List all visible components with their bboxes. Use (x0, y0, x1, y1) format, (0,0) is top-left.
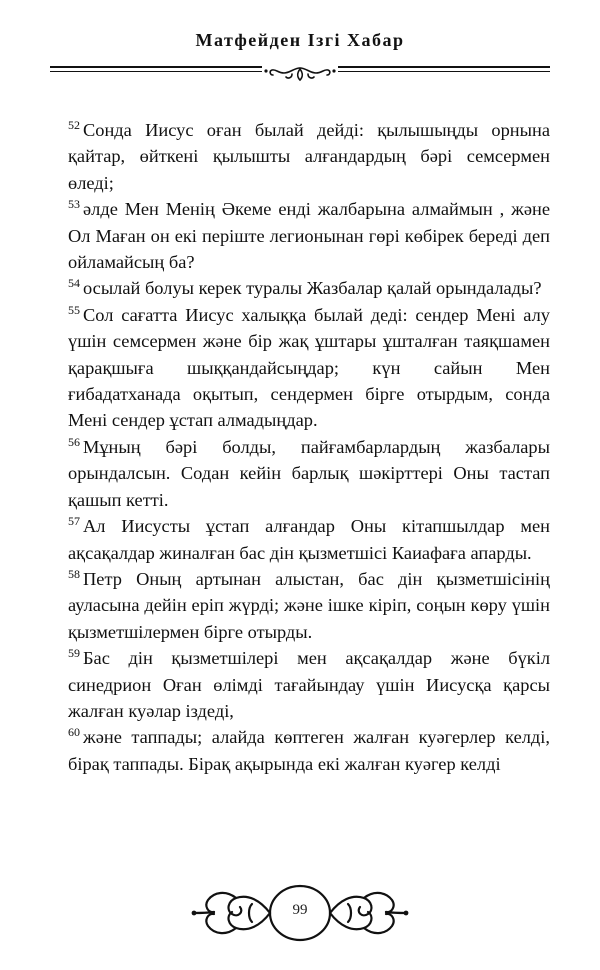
verse-52 (68, 117, 550, 196)
verse-text: Бас дін қызметшілері мен ақсақалдар және бүкіл синедрион Оған өлімді тағайындау үшін Иисусқа қарсы жалған куәлар іздеді, (68, 648, 550, 721)
running-title: Матфейден Ізгі Хабар (195, 30, 405, 50)
page-number: 99 (292, 902, 308, 918)
verse-text: осылай болуы керек туралы Жазбалар қалай орындалады? (83, 278, 542, 299)
verse-text: Сонда Иисус оған былай дейді: қылышыңды орнына қайтар, өйткені қылышты алғандардың бәрі семсермен өледі; (68, 120, 550, 193)
verse-text-body (68, 117, 550, 777)
verse-54 (68, 275, 550, 301)
verse-number: 54 (68, 276, 80, 291)
verse-text: Сол сағатта Иисус халыққа былай деді: сендер Мені алу үшін семсермен және бір жақ ұштары ұшталған таяқшамен қарақшыға шыққандайсыңдар; күн сайын Мен ғибадатханада оқытып, сендермен бірге отырдым, сонда Мені сендер ұстап алмадыңдар. (68, 304, 550, 431)
verse-59 (68, 645, 550, 724)
verse-number: 52 (68, 117, 80, 132)
verse-number: 60 (68, 725, 80, 740)
verse-57 (68, 513, 550, 566)
verse-60 (68, 724, 550, 777)
verse-number: 58 (68, 566, 80, 581)
verse-number: 59 (68, 646, 80, 660)
verse-number: 53 (68, 197, 80, 212)
verse-text: және таппады; алайда көптеген жалған куәгерлер келді, бірақ таппады. Бірақ ақырында екі жалған куәгер келді (68, 727, 550, 774)
verse-number: 56 (68, 434, 80, 449)
verse-text: Мұның бәрі болды, пайғамбарлардың жазбалары орындалсын. Содан кейін барлық шәкірттері Оны тастап қашып кетті. (68, 436, 550, 510)
verse-number: 57 (68, 513, 80, 528)
verse-55 (68, 302, 550, 434)
verse-53 (68, 196, 550, 275)
verse-number: 55 (68, 302, 80, 317)
verse-text: Петр Оның артынан алыстан, бас дін қызметшісінің ауласына дейін еріп жүрді; және ішке кіріп, соңын көру үшін қызметшілермен бірге отырды. (68, 568, 550, 642)
verse-text: Ал Иисусты ұстап алғандар Оны кітапшылдар мен ақсақалдар жиналған бас дін қызметшісі Каиафаға апарды. (68, 516, 550, 563)
header-ornament-icon (262, 65, 338, 85)
verse-56 (68, 434, 550, 513)
verse-text: әлде Мен Менің Әкеме енді жалбарына алмаймын , және Ол Маған он екі періште легионынан гөрі көбірек береді деп ойламайсың ба? (68, 199, 550, 273)
verse-58 (68, 566, 550, 645)
